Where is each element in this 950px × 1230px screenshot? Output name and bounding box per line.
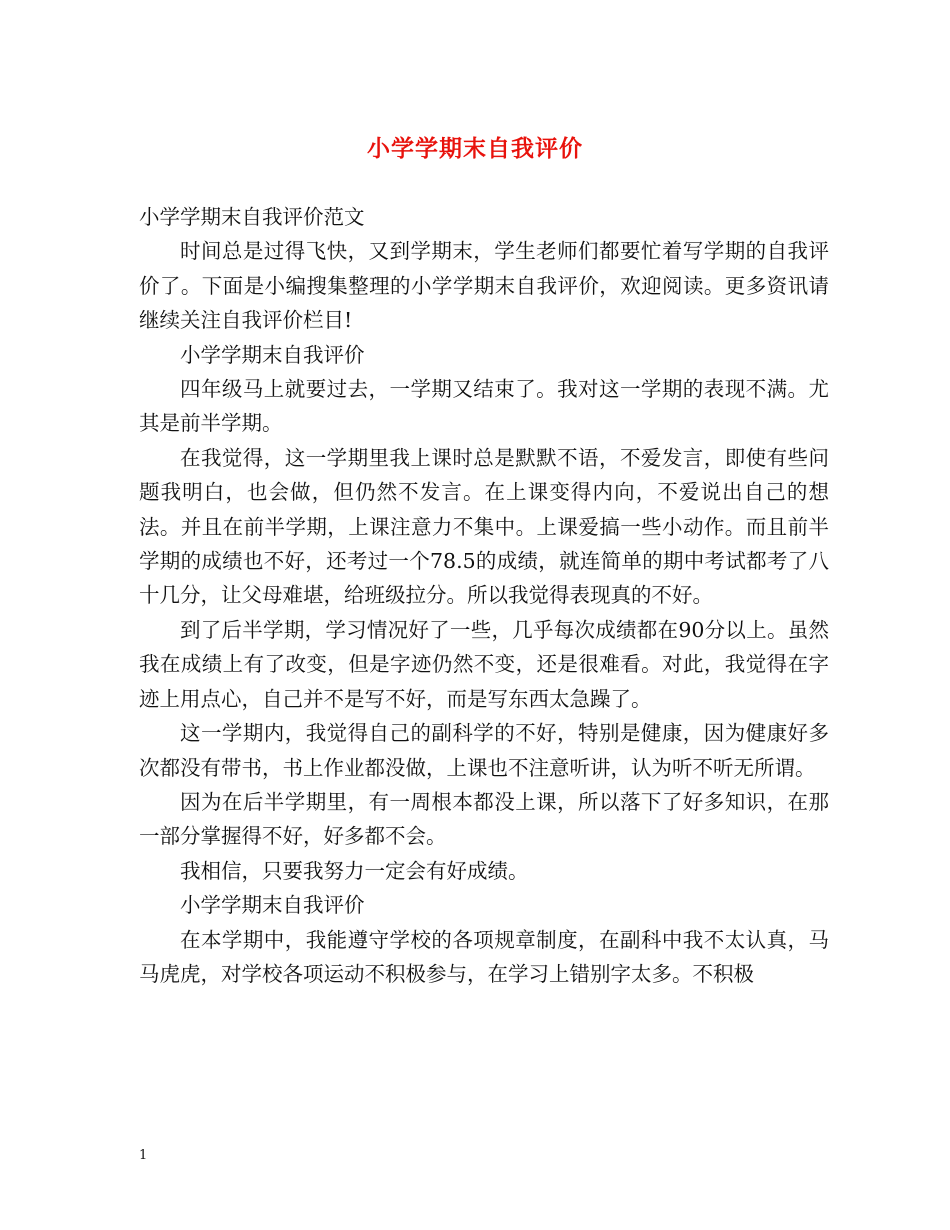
- paragraph-subtitle: 小学学期末自我评价范文: [139, 205, 365, 229]
- document-title: 小学学期末自我评价: [367, 136, 583, 162]
- paragraph: 我相信，只要我努力一定会有好成绩。: [180, 858, 529, 883]
- document-body: [139, 200, 829, 991]
- paragraph: 到了后半学期，学习情况好了一些，几乎每次成绩都在90分以上。虽然我在成绩上有了改变，但是字迹仍然不变，还是很难看。对此，我觉得在字迹上用点心，自己并不是写不好，而是写东西太急躁了。: [139, 617, 829, 711]
- paragraph: 这一学期内，我觉得自己的副科学的不好，特别是健康，因为健康好多次都没有带书，书上作业都没做，上课也不注意听讲，认为听不听无所谓。: [139, 721, 829, 780]
- paragraph: 在我觉得，这一学期里我上课时总是默默不语，不爱发言，即使有些问题我明白，也会做，但仍然不发言。在上课变得内向，不爱说出自己的想法。并且在前半学期，上课注意力不集中。上课爱搞一些小动作。而且前半学期的成绩也不好，还考过一个78.5的成绩，就连简单的期中考试都考了八十几分，让父母难堪，给班级拉分。所以我觉得表现真的不好。: [139, 445, 829, 608]
- page-number: 1: [139, 1148, 148, 1163]
- paragraph: 时间总是过得飞快，又到学期末，学生老师们都要忙着写学期的自我评价了。下面是小编搜集整理的小学学期末自我评价，欢迎阅读。更多资讯请继续关注自我评价栏目!: [139, 239, 829, 333]
- section-heading: 小学学期末自我评价: [180, 342, 365, 367]
- paragraph: 在本学期中，我能遵守学校的各项规章制度，在副科中我不太认真，马马虎虎，对学校各项运动不积极参与，在学习上错别字太多。不积极: [139, 927, 829, 986]
- paragraph: 四年级马上就要过去，一学期又结束了。我对这一学期的表现不满。尤其是前半学期。: [139, 377, 829, 436]
- paragraph: 因为在后半学期里，有一周根本都没上课，所以落下了好多知识，在那一部分掌握得不好，好多都不会。: [139, 789, 829, 849]
- section-heading: 小学学期末自我评价: [180, 893, 365, 918]
